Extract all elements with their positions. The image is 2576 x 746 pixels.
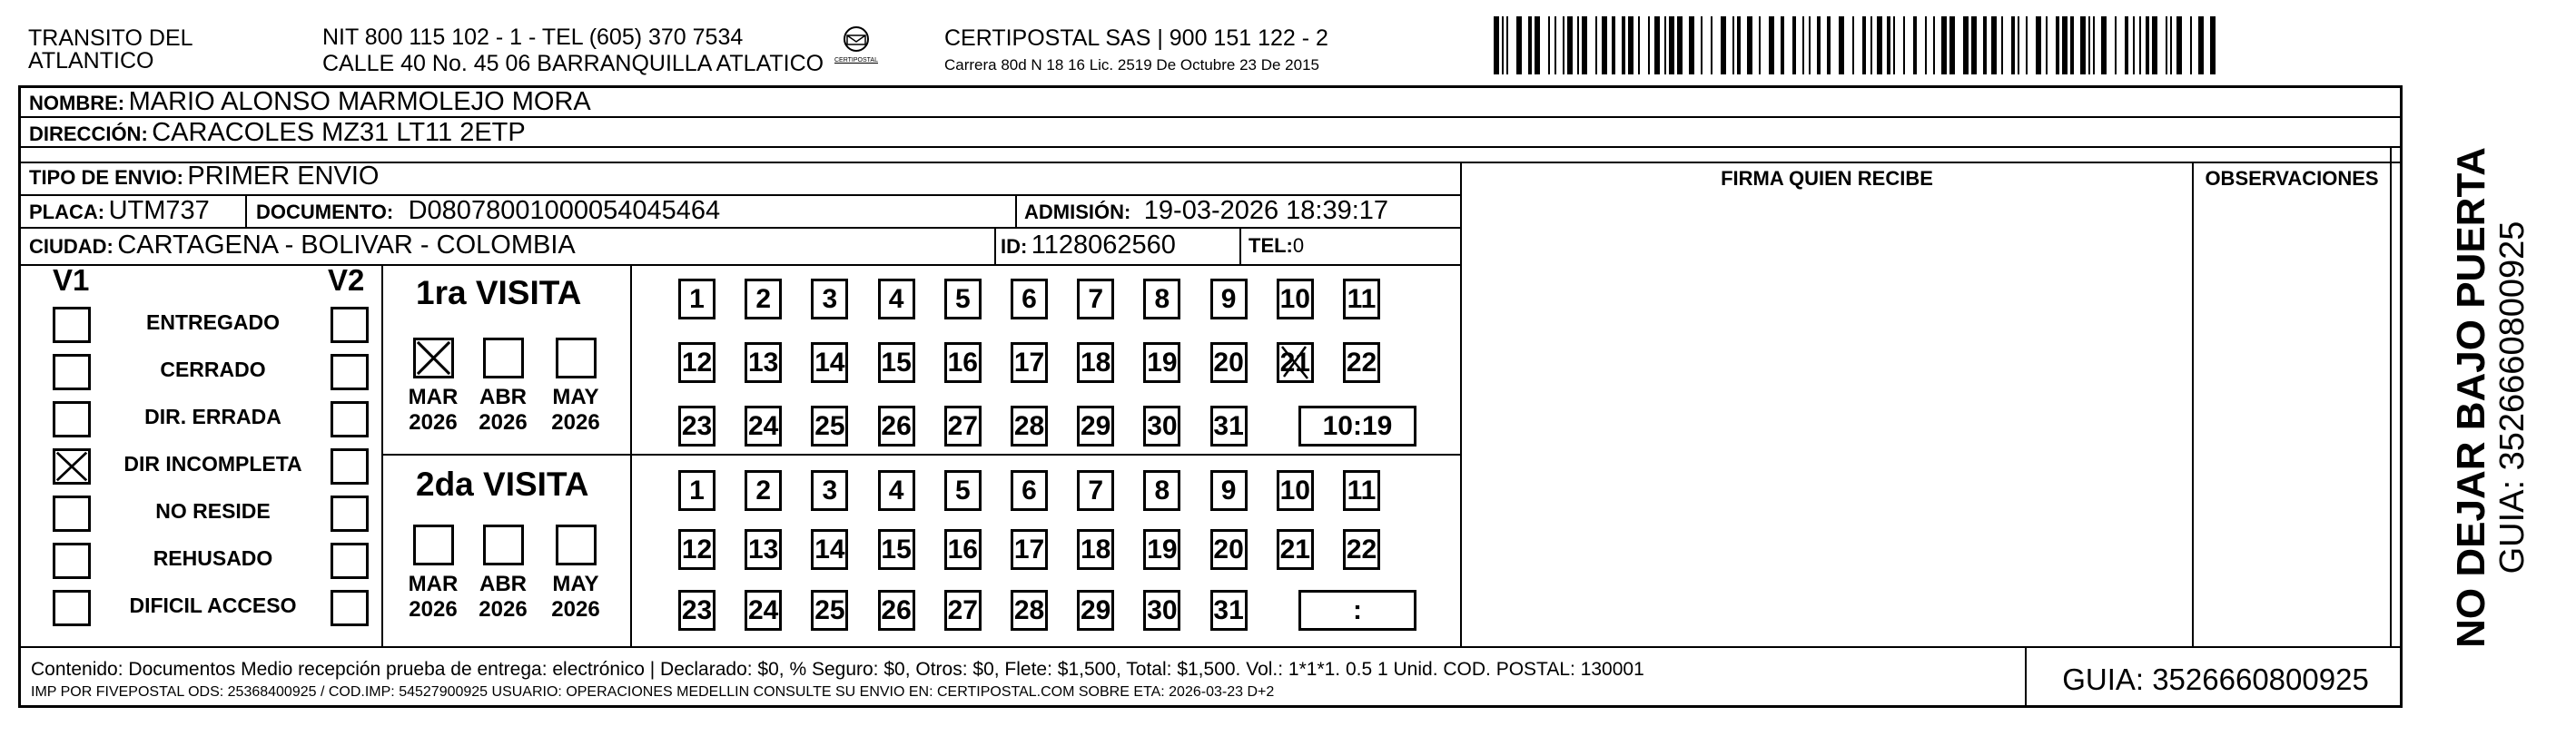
tipo-envio-value: PRIMER ENVIO <box>187 162 380 191</box>
month-name: MAY <box>552 385 599 409</box>
month-name: ABR <box>479 572 527 596</box>
tel-label: TEL: <box>1249 234 1293 257</box>
month-year: 2026 <box>551 410 600 435</box>
day-box[interactable]: 13 <box>745 529 782 570</box>
day-box[interactable]: 16 <box>944 342 982 383</box>
time-box[interactable]: : <box>1298 590 1416 631</box>
day-box[interactable]: 3 <box>811 279 848 319</box>
day-box[interactable]: 6 <box>1011 470 1048 511</box>
placa-label: PLACA: <box>29 201 105 223</box>
day-box[interactable]: 2 <box>745 279 782 319</box>
day-box[interactable]: 16 <box>944 529 982 570</box>
day-box[interactable]: 30 <box>1143 590 1180 631</box>
placa-cell <box>29 196 210 226</box>
day-box[interactable]: 13 <box>745 342 782 383</box>
license-line: Carrera 80d N 18 16 Lic. 2519 De Octubre 23 De 2015 <box>944 56 1319 74</box>
v2-checkbox[interactable] <box>331 354 369 390</box>
day-box[interactable]: 4 <box>878 470 915 511</box>
direccion-row <box>29 118 526 148</box>
month-checkbox[interactable] <box>483 338 524 378</box>
nombre-label: NOMBRE: <box>29 92 125 114</box>
tipo-envio-row <box>29 162 379 191</box>
day-box[interactable]: 10 <box>1277 470 1314 511</box>
documento-value: D08078001000054045464 <box>408 196 721 225</box>
day-box[interactable]: 10 <box>1277 279 1314 319</box>
placa-value: UTM737 <box>108 196 210 225</box>
v2-checkbox[interactable] <box>331 496 369 532</box>
id-value: 1128062560 <box>1031 231 1176 260</box>
month-checkbox[interactable] <box>556 338 597 378</box>
month-name: MAR <box>408 385 459 409</box>
status-label: NO RESIDE <box>155 499 271 523</box>
month-name: MAR <box>408 572 459 596</box>
company-info <box>944 25 1328 79</box>
org-name-line1: TRANSITO DEL <box>28 25 193 51</box>
month-checkbox[interactable] <box>483 525 524 565</box>
day-box[interactable]: 17 <box>1011 342 1048 383</box>
day-box[interactable]: 19 <box>1143 529 1180 570</box>
month-name: ABR <box>479 385 527 409</box>
envelope-logo-icon <box>836 25 876 53</box>
day-box[interactable]: 24 <box>745 406 782 447</box>
month-label <box>539 572 612 623</box>
month-year: 2026 <box>551 597 600 622</box>
footer-guia: GUIA: 3526660800925 <box>2062 663 2369 696</box>
tel-value: 0 <box>1292 234 1305 257</box>
v2-checkbox[interactable] <box>331 543 369 579</box>
nombre-row <box>29 87 591 117</box>
month-year: 2026 <box>409 597 458 622</box>
v2-checkbox[interactable] <box>331 307 369 343</box>
v1-header: V1 <box>53 263 90 297</box>
day-box[interactable]: 29 <box>1077 590 1114 631</box>
day-box[interactable]: 4 <box>878 279 915 319</box>
day-box[interactable]: 7 <box>1077 279 1114 319</box>
firma-header: FIRMA QUIEN RECIBE <box>1721 167 1933 190</box>
day-box[interactable]: 2 <box>745 470 782 511</box>
day-box[interactable]: 30 <box>1143 406 1180 447</box>
day-box[interactable]: 26 <box>878 590 915 631</box>
visit2-title: 2da VISITA <box>416 466 589 503</box>
v1-checkbox[interactable] <box>53 496 91 532</box>
documento-cell <box>256 196 720 226</box>
admision-label: ADMISIÓN: <box>1024 201 1131 223</box>
barcode <box>1494 16 2225 74</box>
day-box[interactable]: 22 <box>1343 529 1380 570</box>
day-box[interactable]: 9 <box>1210 470 1248 511</box>
day-box[interactable]: 15 <box>878 342 915 383</box>
day-box[interactable]: 23 <box>678 590 716 631</box>
documento-label: DOCUMENTO: <box>256 201 394 223</box>
org-name <box>28 27 193 73</box>
day-box[interactable]: 11 <box>1343 279 1380 319</box>
status-label: ENTREGADO <box>146 310 280 334</box>
barcode-image <box>1494 16 2225 74</box>
day-box[interactable]: 15 <box>878 529 915 570</box>
day-box[interactable]: 31 <box>1210 590 1248 631</box>
v1-checkbox[interactable] <box>53 590 91 626</box>
day-box[interactable]: 5 <box>944 470 982 511</box>
visit1-title: 1ra VISITA <box>416 274 582 311</box>
month-checkbox[interactable] <box>413 525 454 565</box>
month-name: MAY <box>552 572 599 596</box>
day-box[interactable]: 18 <box>1077 529 1114 570</box>
month-label <box>467 572 539 623</box>
day-box[interactable]: 20 <box>1210 342 1248 383</box>
v1-checkbox[interactable] <box>53 543 91 579</box>
day-box[interactable]: 25 <box>811 590 848 631</box>
day-box[interactable]: 6 <box>1011 279 1048 319</box>
day-box[interactable]: 28 <box>1011 406 1048 447</box>
day-box[interactable]: 14 <box>811 529 848 570</box>
v2-checkbox[interactable] <box>331 401 369 437</box>
side-guia: GUIA: 3526660800925 <box>2493 221 2532 574</box>
status-label: DIFICIL ACCESO <box>129 594 297 617</box>
day-box[interactable]: 9 <box>1210 279 1248 319</box>
day-box[interactable]: 11 <box>1343 470 1380 511</box>
day-box[interactable]: 28 <box>1011 590 1048 631</box>
day-box[interactable]: 23 <box>678 406 716 447</box>
observaciones-header: OBSERVACIONES <box>2205 167 2379 190</box>
status-label: DIR INCOMPLETA <box>123 452 302 476</box>
month-year: 2026 <box>479 410 528 435</box>
month-year: 2026 <box>479 597 528 622</box>
day-box[interactable]: 21 <box>1277 529 1314 570</box>
v1-checkbox[interactable] <box>53 354 91 390</box>
nit-line: NIT 800 115 102 - 1 - TEL (605) 370 7534 <box>322 25 744 50</box>
month-checkbox[interactable] <box>556 525 597 565</box>
day-box[interactable]: 31 <box>1210 406 1248 447</box>
v1-checkbox[interactable] <box>53 401 91 437</box>
day-box[interactable]: 18 <box>1077 342 1114 383</box>
ciudad-value: CARTAGENA - BOLIVAR - COLOMBIA <box>117 231 576 260</box>
day-box[interactable]: 24 <box>745 590 782 631</box>
v2-checkbox[interactable] <box>331 448 369 485</box>
day-box[interactable]: 5 <box>944 279 982 319</box>
logo-text: CERTIPOSTAL <box>834 57 878 64</box>
month-year: 2026 <box>409 410 458 435</box>
day-box[interactable]: 7 <box>1077 470 1114 511</box>
day-box[interactable]: 26 <box>878 406 915 447</box>
day-box[interactable]: 25 <box>811 406 848 447</box>
day-box[interactable]: 20 <box>1210 529 1248 570</box>
day-box[interactable]: 14 <box>811 342 848 383</box>
no-dejar-bajo-puerta: NO DEJAR BAJO PUERTA <box>2449 147 2493 648</box>
org-name-line2: ATLANTICO <box>28 48 154 74</box>
footer-contenido: Contenido: Documentos Medio recepción prueba de entrega: electrónico | Declarado: $0, % Seguro: $0, Otros: $0, Flete: $1,500, Total: $1,500. Vol.: 1*1*1. 0.5 1 Unid. COD. POSTAL: 130001 <box>31 659 1644 680</box>
month-label <box>397 572 469 623</box>
v2-header: V2 <box>328 263 365 297</box>
tel-cell <box>1249 234 1304 258</box>
nombre-value: MARIO ALONSO MARMOLEJO MORA <box>128 87 591 116</box>
day-box[interactable]: 17 <box>1011 529 1048 570</box>
day-box[interactable]: 12 <box>678 529 716 570</box>
v2-checkbox[interactable] <box>331 590 369 626</box>
id-label: ID: <box>1001 235 1028 258</box>
day-box[interactable]: 21 <box>1277 342 1314 383</box>
status-label: REHUSADO <box>153 546 273 570</box>
time-box[interactable]: 10:19 <box>1298 406 1416 447</box>
company-line: CERTIPOSTAL SAS | 900 151 122 - 2 <box>944 25 1328 51</box>
day-box[interactable]: 1 <box>678 279 716 319</box>
footer-imp: IMP POR FIVEPOSTAL ODS: 25368400925 / COD.IMP: 54527900925 USUARIO: OPERACIONES MEDELLIN CONSULTE SU ENVIO EN: CERTIPOSTAL.COM SOBRE ETA: 2026-03-23 D+2 <box>31 684 1275 700</box>
day-box[interactable]: 1 <box>678 470 716 511</box>
address-line: CALLE 40 No. 45 06 BARRANQUILLA ATLATICO <box>322 51 824 76</box>
day-box[interactable]: 8 <box>1143 279 1180 319</box>
day-box[interactable]: 12 <box>678 342 716 383</box>
firma-area[interactable] <box>1462 195 2192 645</box>
v1-checkbox[interactable] <box>53 307 91 343</box>
day-box[interactable]: 27 <box>944 406 982 447</box>
id-cell <box>1001 231 1176 260</box>
day-box[interactable]: 8 <box>1143 470 1180 511</box>
org-contact <box>322 25 824 77</box>
month-checkbox[interactable] <box>413 338 454 378</box>
tipo-envio-label: TIPO DE ENVIO: <box>29 166 183 189</box>
v1-checkbox[interactable] <box>53 448 91 485</box>
observaciones-area[interactable] <box>2194 195 2390 645</box>
day-box[interactable]: 19 <box>1143 342 1180 383</box>
direccion-value: CARACOLES MZ31 LT11 2ETP <box>152 118 526 147</box>
ciudad-cell <box>29 231 576 260</box>
day-box[interactable]: 29 <box>1077 406 1114 447</box>
day-box[interactable]: 22 <box>1343 342 1380 383</box>
month-label <box>467 385 539 436</box>
day-box[interactable]: 27 <box>944 590 982 631</box>
certipostal-logo <box>834 25 879 71</box>
admision-value: 19-03-2026 18:39:17 <box>1143 196 1389 225</box>
month-label <box>397 385 469 436</box>
admision-cell <box>1024 196 1388 226</box>
status-label: DIR. ERRADA <box>144 405 281 428</box>
day-box[interactable]: 3 <box>811 470 848 511</box>
month-label <box>539 385 612 436</box>
status-label: CERRADO <box>160 358 266 381</box>
direccion-label: DIRECCIÓN: <box>29 123 148 145</box>
ciudad-label: CIUDAD: <box>29 235 114 258</box>
